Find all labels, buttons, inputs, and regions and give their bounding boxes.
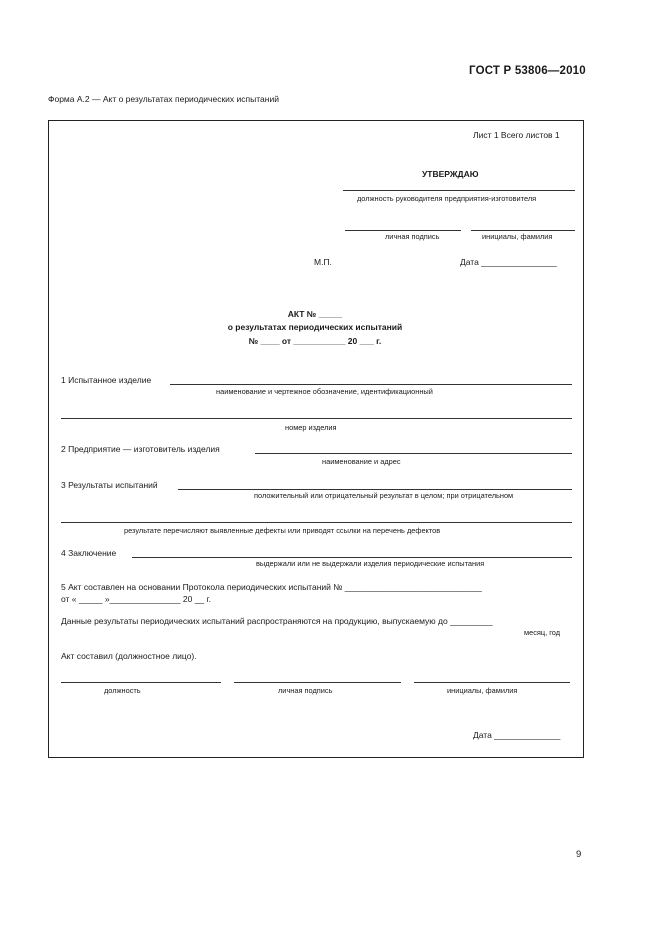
position-sign-caption: должность xyxy=(104,686,141,695)
conclusion-label: 4 Заключение xyxy=(61,548,117,558)
conclusion-line xyxy=(132,557,572,558)
name-sign-caption: инициалы, фамилия xyxy=(447,686,518,695)
manufacturer-label: 2 Предприятие — изготовитель изделия xyxy=(61,444,220,454)
act-subtitle: о результатах периодических испытаний xyxy=(227,322,403,332)
form-caption: Форма А.2 — Акт о результатах периодических испытаний xyxy=(48,94,279,104)
item-number-caption: номер изделия xyxy=(285,423,337,432)
name-caption: инициалы, фамилия xyxy=(482,232,553,241)
act-number-line: № ____ от ___________ 20 ___ г. xyxy=(248,336,382,346)
form-frame xyxy=(48,120,584,758)
scope-text: Данные результаты периодических испытаний распространяются на продукцию, выпускаемую до _________ xyxy=(61,616,493,626)
approve-title: УТВЕРЖДАЮ xyxy=(422,169,479,179)
test-results-label: 3 Результаты испытаний xyxy=(61,480,158,490)
act-basis: 5 Акт составлен на основании Протокола периодических испытаний № _____________________________ xyxy=(61,582,482,592)
test-results-line-2 xyxy=(61,522,572,523)
act-title: АКТ № _____ xyxy=(287,309,343,319)
standard-number: ГОСТ Р 53806—2010 xyxy=(469,65,586,77)
name-line xyxy=(471,230,575,231)
manufacturer-caption: наименование и адрес xyxy=(322,457,401,466)
composed-by-label: Акт составил (должностное лицо). xyxy=(61,651,197,661)
name-sign-line xyxy=(414,682,570,683)
position-caption: должность руководителя предприятия-изготовителя xyxy=(357,194,537,203)
manufacturer-line xyxy=(255,453,572,454)
item-tested-caption: наименование и чертежное обозначение, идентификационный xyxy=(216,387,433,396)
approval-date: Дата ________________ xyxy=(460,257,557,267)
item-tested-line xyxy=(170,384,572,385)
act-basis-date: от « _____ »_______________ 20 __ г. xyxy=(61,594,211,604)
test-results-line xyxy=(178,489,572,490)
test-results-caption-2: результате перечисляют выявленные дефекты или приводят ссылки на перечень дефектов xyxy=(124,526,441,535)
item-tested-line-2 xyxy=(61,418,572,419)
conclusion-caption: выдержали или не выдержали изделия периодические испытания xyxy=(256,559,485,568)
signature-sign-line xyxy=(234,682,401,683)
test-results-caption: положительный или отрицательный результат в целом; при отрицательном xyxy=(254,491,514,500)
sheet-info: Лист 1 Всего листов 1 xyxy=(473,130,560,140)
act-date: Дата ______________ xyxy=(473,730,561,740)
stamp-label: М.П. xyxy=(314,257,332,267)
item-tested-label: 1 Испытанное изделие xyxy=(61,375,152,385)
signature-caption: личная подпись xyxy=(385,232,440,241)
scope-caption: месяц, год xyxy=(524,628,561,637)
position-sign-line xyxy=(61,682,221,683)
position-line xyxy=(343,190,575,191)
signature-sign-caption: личная подпись xyxy=(278,686,333,695)
signature-line xyxy=(345,230,461,231)
page-number: 9 xyxy=(576,849,582,860)
